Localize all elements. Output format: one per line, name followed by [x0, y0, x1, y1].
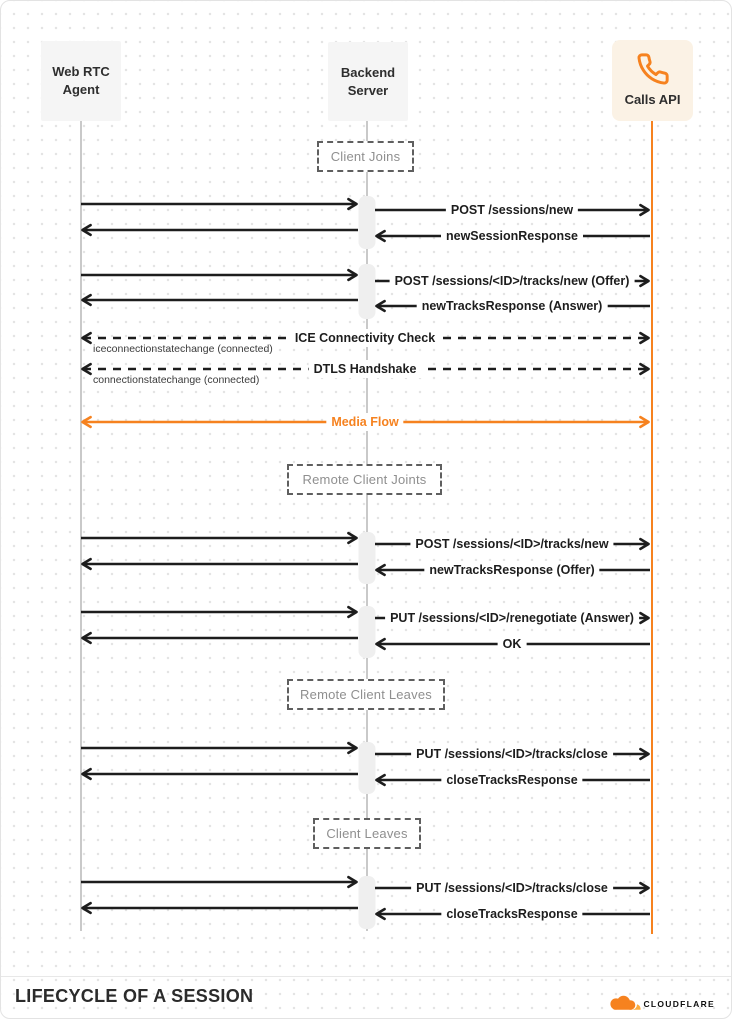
message-label-put-tracks-close: PUT /sessions/<ID>/tracks/close — [411, 745, 613, 763]
page-title: LIFECYCLE OF A SESSION — [15, 986, 254, 1006]
message-label-post-sessions-new: POST /sessions/new — [446, 201, 578, 219]
event-label-iceconnectionstatechange: iceconnectionstatechange (connected) — [93, 343, 273, 355]
activation-bar — [359, 196, 376, 249]
message-label-ok: OK — [498, 635, 527, 653]
phone-icon — [636, 52, 670, 86]
phase-label: Remote Client Leaves — [300, 687, 432, 702]
footer-divider — [1, 976, 731, 977]
phase-remote-client-leaves — [287, 679, 445, 710]
actor-label: Backend Server — [340, 64, 396, 98]
phase-remote-client-joins — [287, 464, 442, 495]
actor-label: Calls API — [624, 92, 681, 108]
message-label-new-tracks-response-offer: newTracksResponse (Offer) — [424, 561, 599, 579]
activation-bar — [359, 532, 376, 584]
message-label-put-renegotiate-answer: PUT /sessions/<ID>/renegotiate (Answer) — [385, 609, 639, 627]
activation-bar — [359, 264, 376, 319]
actor-label: Web RTC Agent — [52, 64, 110, 97]
message-label-new-session-response: newSessionResponse — [441, 227, 583, 245]
activation-bar — [359, 606, 376, 658]
message-label-media-flow: Media Flow — [326, 413, 403, 431]
message-label-close-tracks-response: closeTracksResponse — [441, 905, 582, 923]
cloudflare-wordmark: CLOUDFLARE — [643, 998, 715, 1009]
message-label-close-tracks-response: closeTracksResponse — [441, 771, 582, 789]
phase-client-joins — [317, 141, 414, 172]
actor-backend-server — [328, 42, 408, 121]
activation-bar — [359, 742, 376, 794]
phase-label: Client Leaves — [326, 826, 408, 841]
activation-bar — [359, 876, 376, 929]
event-label-connectionstatechange: connectionstatechange (connected) — [93, 374, 260, 386]
actor-calls-api — [612, 40, 693, 121]
message-label-ice-connectivity-check: ICE Connectivity Check — [290, 329, 440, 347]
message-label-put-tracks-close: PUT /sessions/<ID>/tracks/close — [411, 879, 613, 897]
cloudflare-cloud-icon — [605, 995, 641, 1012]
message-label-dtls-handshake: DTLS Handshake — [309, 360, 422, 378]
message-label-post-tracks-new-offer: POST /sessions/<ID>/tracks/new (Offer) — [390, 272, 635, 290]
phase-client-leaves — [313, 818, 421, 849]
phase-label: Client Joins — [330, 149, 401, 164]
message-label-new-tracks-response-answer: newTracksResponse (Answer) — [417, 297, 608, 315]
phase-label: Remote Client Joints — [302, 472, 427, 487]
cloudflare-logo — [605, 995, 715, 1012]
actor-web-rtc-agent — [41, 41, 121, 121]
message-label-post-tracks-new: POST /sessions/<ID>/tracks/new — [410, 535, 613, 553]
